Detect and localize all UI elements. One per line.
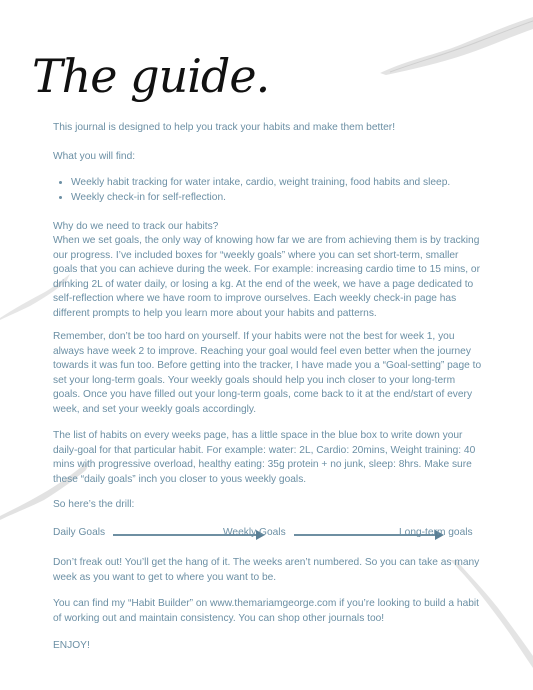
why-heading: Why do we need to track our habits? [53, 221, 219, 232]
dont-freak-paragraph: Don’t freak out! You’ll get the hang of it. The weeks aren’t numbered. So you can take as many week as you want to get to where you want to be. [53, 557, 480, 583]
weekly-goals-label: Weekly Goals [223, 527, 286, 538]
remember-paragraph: Remember, don’t be too hard on yourself. If your habits were not the best for week 1, you always have week 2 to improve. Reaching your goal would feel even better when the journey towards it was fun too. Before getting into the tracker, I have made you a “Goal-setting” page to set your long-term goals. Your weekly goals should help you inch closer to your long-term goals. Once you have filled out your long-term goals, come back to it at the end/start of every week, and set your weekly goals accordingly. [53, 331, 482, 415]
feature-list [53, 176, 501, 205]
daily-goals-label: Daily Goals [53, 527, 106, 538]
long-term-goals-label: Long-term goals [399, 527, 473, 538]
page-title [30, 30, 290, 120]
habit-builder-paragraph: You can find my “Habit Builder” on www.themariamgeorge.com if you’re looking to build a habit of working out and maintain consistency. You can shop other journals too! [53, 598, 480, 624]
enjoy-text: ENJOY! [53, 640, 90, 651]
find-heading: What you will find: [53, 151, 136, 162]
habits-list-paragraph: The list of habits on every weeks page, has a little space in the blue box to write down your daily-goal for that particular habit. For example: water: 2L, Cardio: 20mins, Weight training: 40 mins with progressive overload, healthy eating: 35g protein + no junk, sleep: 8hrs. Make sure these “daily goals” inch you closer to yous weekly goals. [53, 430, 476, 485]
paper-tear-top-right-decoration [380, 15, 533, 75]
list-item: • Weekly check-in for self-reflection. [71, 191, 501, 206]
goals-flow [53, 527, 483, 543]
intro-text: This journal is designed to help you track your habits and make them better! [53, 122, 396, 133]
handwritten-title [30, 30, 290, 120]
why-body: When we set goals, the only way of knowing how far we are from achieving them is by tracking our progress. I’ve included boxes for “weekly goals” where you can set short-term, smaller goals that you can achieve during the week. For example: increasing cardio time to 15 mins, or drinking 2L of water daily, or losing a kg. At the end of the week, we have a page dedicated to self-reflection where we have room to improve ourselves. Each weekly check-in page has different prompts to help you learn more about your habits and patterns. [53, 235, 480, 319]
list-item: • Weekly habit tracking for water intake, cardio, weight training, food habits and sleep. [71, 176, 501, 191]
drill-heading: So here’s the drill: [53, 499, 135, 510]
title-text: The guide. [32, 49, 270, 103]
